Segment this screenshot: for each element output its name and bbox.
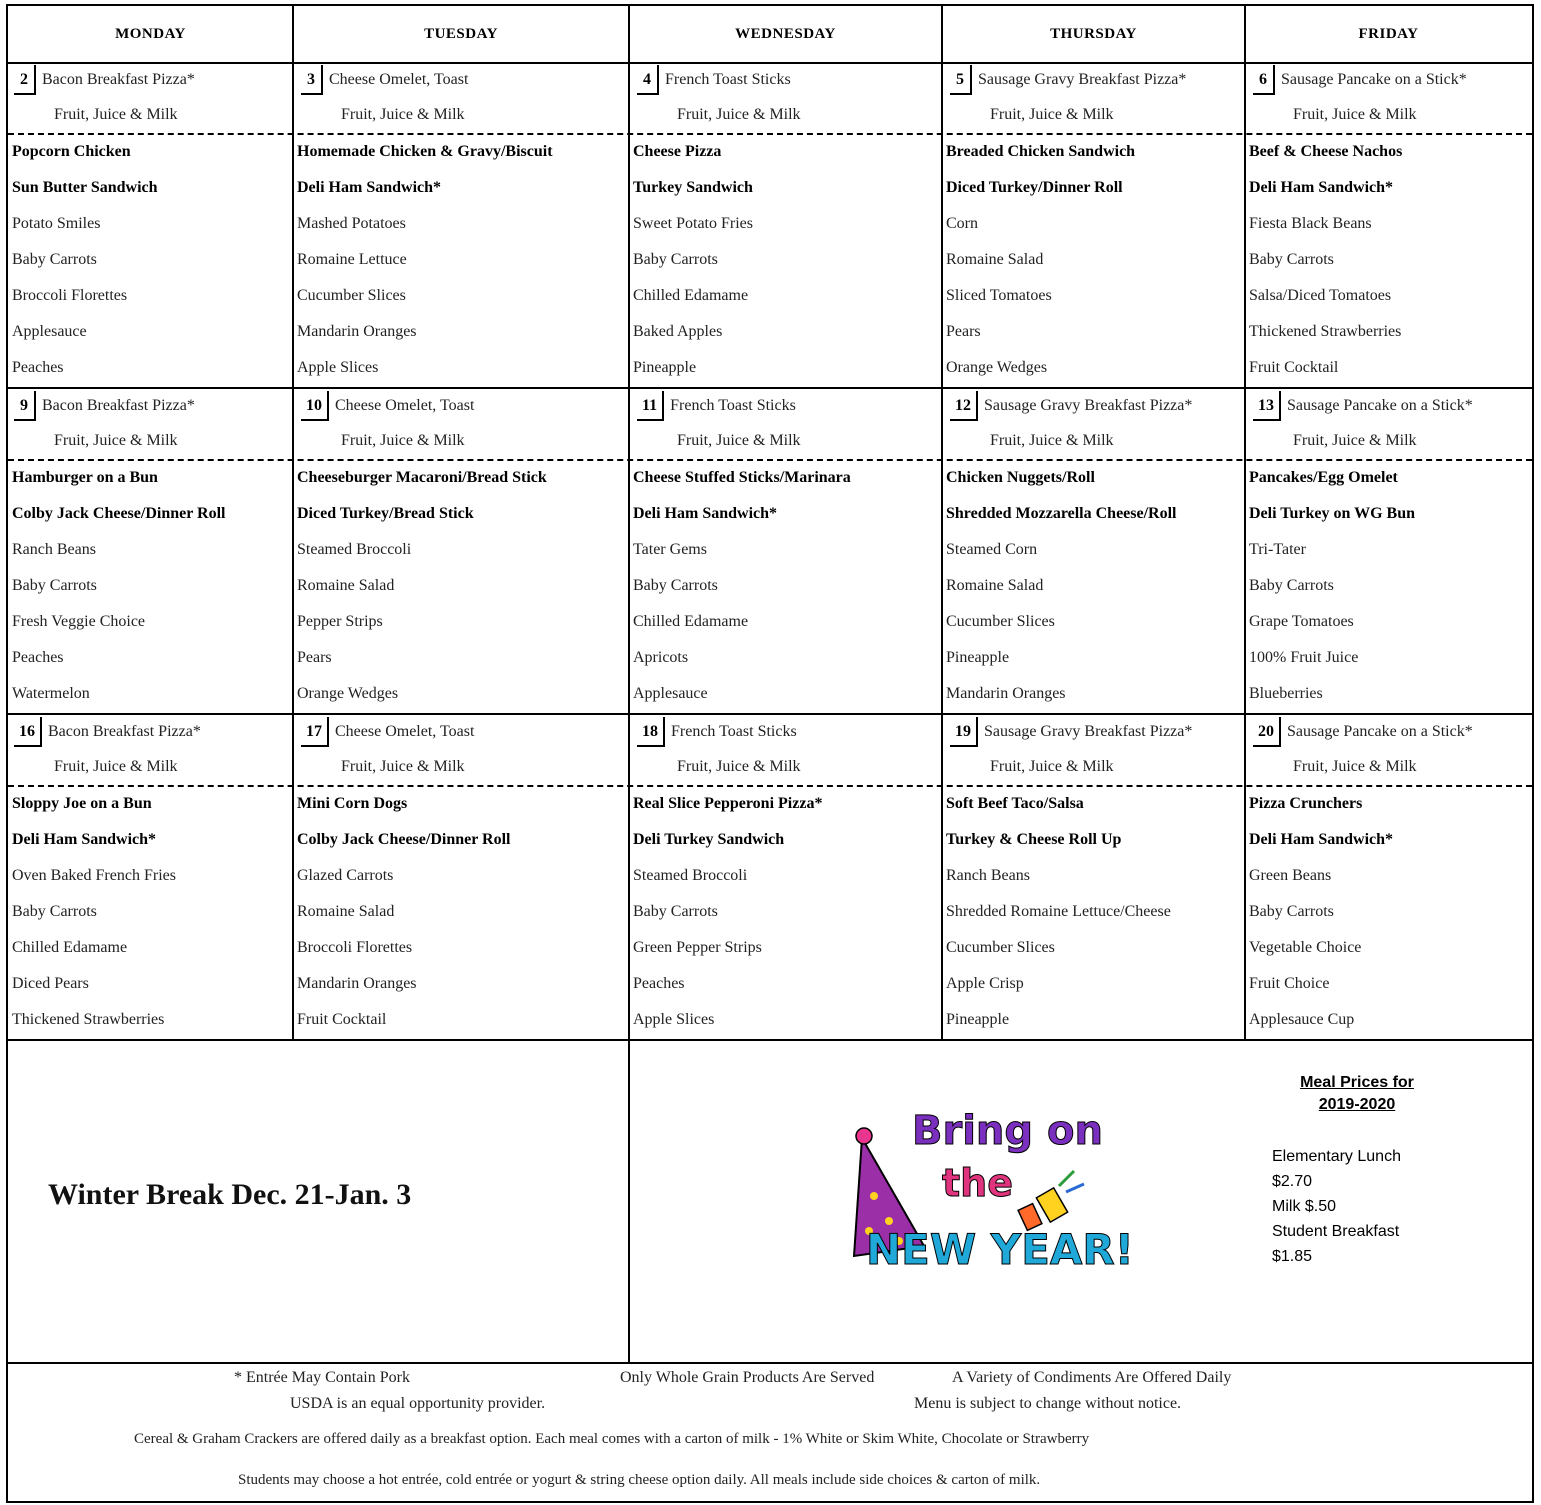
price-item: Elementary Lunch (1272, 1148, 1401, 1165)
lunch-side: Blueberries (1249, 685, 1323, 702)
week-divider (8, 1039, 1532, 1041)
lunch-side: Baby Carrots (12, 903, 97, 920)
day-number: 10 (301, 391, 329, 421)
lunch-side: Steamed Broccoli (297, 541, 412, 558)
lunch-side: Baby Carrots (1249, 251, 1334, 268)
meal-prices (1272, 1072, 1522, 1269)
price-item: $2.70 (1272, 1173, 1313, 1190)
lunch-side: Diced Pears (12, 975, 89, 992)
lunch-side: Sweet Potato Fries (633, 215, 753, 232)
price-list (1272, 1144, 1522, 1269)
lunch-entree: Real Slice Pepperoni Pizza* (633, 795, 823, 812)
winter-break-notice: Winter Break Dec. 21-Jan. 3 (48, 1178, 412, 1211)
lunch-side: Cucumber Slices (946, 939, 1055, 956)
menu-page (6, 4, 1534, 1503)
breakfast-item: Sausage Pancake on a Stick* (1281, 71, 1467, 88)
lunch-side: Applesauce (12, 323, 87, 340)
lunch-side: Grape Tomatoes (1249, 613, 1354, 630)
lunch-entree: Cheeseburger Macaroni/Bread Stick (297, 469, 547, 486)
lunch-entree: Sun Butter Sandwich (12, 179, 158, 196)
lunch-side: Baby Carrots (1249, 903, 1334, 920)
footer-choices-note: Students may choose a hot entrée, cold entrée or yogurt & string cheese option daily. All meals include side choices & carton of milk. (238, 1472, 1041, 1488)
price-item: Milk $.50 (1272, 1198, 1337, 1215)
day-number: 3 (301, 65, 323, 95)
lunch-side: Baby Carrots (12, 251, 97, 268)
breakfast-sides: Fruit, Juice & Milk (1293, 432, 1417, 449)
lunch-side: Thickened Strawberries (1249, 323, 1402, 340)
lunch-side: Baby Carrots (633, 251, 718, 268)
lunch-entree: Homemade Chicken & Gravy/Biscuit (297, 143, 553, 160)
lunch-side: Pears (946, 323, 981, 340)
new-year-graphic (844, 1096, 1134, 1296)
breakfast-item: Bacon Breakfast Pizza* (48, 723, 201, 740)
lunch-entree: Deli Ham Sandwich* (633, 505, 778, 522)
breakfast-row (1245, 388, 1532, 424)
lunch-entree: Turkey & Cheese Roll Up (946, 831, 1122, 848)
breakfast-row (293, 388, 629, 424)
lunch-side: Baby Carrots (12, 577, 97, 594)
header-tuesday: TUESDAY (293, 6, 629, 64)
breakfast-row (8, 388, 293, 424)
breakfast-sides: Fruit, Juice & Milk (341, 432, 465, 449)
lunch-side: Watermelon (12, 685, 90, 702)
breakfast-item: Bacon Breakfast Pizza* (42, 397, 195, 414)
lunch-side: Fiesta Black Beans (1249, 215, 1372, 232)
breakfast-sides: Fruit, Juice & Milk (54, 758, 178, 775)
lunch-entree: Colby Jack Cheese/Dinner Roll (297, 831, 511, 848)
lunch-side: Romaine Salad (946, 577, 1044, 594)
breakfast-sides: Fruit, Juice & Milk (1293, 106, 1417, 123)
lunch-side: Pepper Strips (297, 613, 383, 630)
lunch-side: Orange Wedges (297, 685, 399, 702)
lunch-entree: Shredded Mozzarella Cheese/Roll (946, 505, 1177, 522)
footer-divider (8, 1362, 1532, 1364)
day-cell (293, 62, 629, 388)
breakfast-item: Sausage Pancake on a Stick* (1287, 397, 1473, 414)
breakfast-row (629, 388, 942, 424)
day-cell (942, 62, 1245, 388)
breakfast-sides: Fruit, Juice & Milk (1293, 758, 1417, 775)
lunch-entree: Chicken Nuggets/Roll (946, 469, 1095, 486)
lunch-side: Chilled Edamame (12, 939, 128, 956)
breakfast-item: Sausage Pancake on a Stick* (1287, 723, 1473, 740)
breakfast-row (293, 714, 629, 750)
lunch-side: Cucumber Slices (946, 613, 1055, 630)
breakfast-lunch-divider (8, 459, 1532, 461)
breakfast-item: French Toast Sticks (671, 723, 797, 740)
lunch-side: Glazed Carrots (297, 867, 394, 884)
day-cell (629, 388, 942, 714)
lunch-side: Pears (297, 649, 332, 666)
lunch-side: Fruit Cocktail (1249, 359, 1339, 376)
lunch-side: Peaches (12, 359, 64, 376)
lunch-side: Baked Apples (633, 323, 723, 340)
breakfast-sides: Fruit, Juice & Milk (54, 106, 178, 123)
breakfast-sides: Fruit, Juice & Milk (677, 106, 801, 123)
lunch-side: Baby Carrots (633, 903, 718, 920)
lunch-side: Green Beans (1249, 867, 1332, 884)
breakfast-row (629, 62, 942, 98)
lunch-side: Chilled Edamame (633, 613, 749, 630)
lunch-entree: Beef & Cheese Nachos (1249, 143, 1403, 160)
breakfast-row (8, 62, 293, 98)
day-number: 5 (950, 65, 972, 95)
lunch-side: Baby Carrots (1249, 577, 1334, 594)
lunch-entree: Deli Ham Sandwich* (1249, 179, 1394, 196)
lunch-side: Mandarin Oranges (297, 323, 417, 340)
lunch-side: Baby Carrots (633, 577, 718, 594)
breakfast-item: Sausage Gravy Breakfast Pizza* (984, 723, 1193, 740)
lunch-side: Orange Wedges (946, 359, 1048, 376)
day-cell (8, 388, 293, 714)
lunch-side: Romaine Lettuce (297, 251, 407, 268)
lunch-side: Apple Slices (633, 1011, 715, 1028)
lunch-side: Ranch Beans (12, 541, 96, 558)
breakfast-row (1245, 62, 1532, 98)
breakfast-row (8, 714, 293, 750)
breakfast-lunch-divider (8, 133, 1532, 135)
lunch-side: Broccoli Florettes (12, 287, 128, 304)
breakfast-row (942, 62, 1245, 98)
lunch-side: Salsa/Diced Tomatoes (1249, 287, 1392, 304)
breakfast-item: Sausage Gravy Breakfast Pizza* (978, 71, 1187, 88)
lunch-side: Mandarin Oranges (946, 685, 1066, 702)
lunch-side: Mandarin Oranges (297, 975, 417, 992)
lunch-side: Pineapple (946, 649, 1010, 666)
day-number: 2 (14, 65, 36, 95)
footer-whole-grain-note: Only Whole Grain Products Are Served (620, 1369, 875, 1386)
day-cell (293, 388, 629, 714)
day-cell (8, 714, 293, 1040)
breakfast-item: French Toast Sticks (665, 71, 791, 88)
day-number: 18 (637, 717, 665, 747)
day-number: 16 (14, 717, 42, 747)
lunch-side: Mashed Potatoes (297, 215, 406, 232)
day-cell (8, 62, 293, 388)
lunch-entree: Turkey Sandwich (633, 179, 753, 196)
column-divider (1244, 6, 1246, 1040)
lunch-side: Apricots (633, 649, 689, 666)
lunch-entree: Deli Turkey on WG Bun (1249, 505, 1415, 522)
breakfast-item: Sausage Gravy Breakfast Pizza* (984, 397, 1193, 414)
day-cell (1245, 62, 1532, 388)
breakfast-row (293, 62, 629, 98)
header-thursday: THURSDAY (942, 6, 1245, 64)
new-year-line1: Bring on (912, 1108, 1103, 1154)
breakfast-sides: Fruit, Juice & Milk (990, 106, 1114, 123)
lunch-side: Romaine Salad (946, 251, 1044, 268)
header-wednesday: WEDNESDAY (629, 6, 942, 64)
lunch-side: Steamed Corn (946, 541, 1038, 558)
breakfast-row (942, 388, 1245, 424)
lunch-side: Romaine Salad (297, 903, 395, 920)
prices-title-line2: 2019-2020 (1318, 1096, 1396, 1113)
day-cell (942, 714, 1245, 1040)
day-number: 6 (1253, 65, 1275, 95)
breakfast-sides: Fruit, Juice & Milk (677, 758, 801, 775)
lunch-entree: Deli Ham Sandwich* (12, 831, 157, 848)
lunch-side: 100% Fruit Juice (1249, 649, 1359, 666)
lunch-side: Tri-Tater (1249, 541, 1306, 558)
footer-change-note: Menu is subject to change without notice. (914, 1395, 1182, 1412)
lunch-entree: Deli Ham Sandwich* (1249, 831, 1394, 848)
lunch-side: Corn (946, 215, 978, 232)
lunch-side: Ranch Beans (946, 867, 1030, 884)
lunch-side: Thickened Strawberries (12, 1011, 165, 1028)
lunch-side: Peaches (633, 975, 685, 992)
lunch-side: Apple Slices (297, 359, 379, 376)
lunch-entree: Hamburger on a Bun (12, 469, 158, 486)
price-item: $1.85 (1272, 1248, 1313, 1265)
day-number: 19 (950, 717, 978, 747)
day-cell (629, 62, 942, 388)
header-friday: FRIDAY (1245, 6, 1532, 64)
day-number: 20 (1253, 717, 1281, 747)
column-divider (292, 6, 294, 1040)
breakfast-item: Bacon Breakfast Pizza* (42, 71, 195, 88)
lunch-side: Applesauce (633, 685, 708, 702)
day-number: 13 (1253, 391, 1281, 421)
breakfast-sides: Fruit, Juice & Milk (990, 432, 1114, 449)
footer-condiments-note: A Variety of Condiments Are Offered Daily (952, 1369, 1232, 1386)
day-cell (629, 714, 942, 1040)
footer-usda-note: USDA is an equal opportunity provider. (290, 1395, 546, 1412)
breakfast-sides: Fruit, Juice & Milk (990, 758, 1114, 775)
breakfast-row (942, 714, 1245, 750)
lunch-side: Chilled Edamame (633, 287, 749, 304)
day-cell (1245, 714, 1532, 1040)
lunch-side: Shredded Romaine Lettuce/Cheese (946, 903, 1171, 920)
header-monday: MONDAY (8, 6, 293, 64)
breakfast-sides: Fruit, Juice & Milk (54, 432, 178, 449)
noisemaker-icon (1018, 1171, 1084, 1230)
day-number: 11 (637, 391, 664, 421)
lunch-entree: Cheese Pizza (633, 143, 722, 160)
lunch-side: Green Pepper Strips (633, 939, 762, 956)
lunch-entree: Sloppy Joe on a Bun (12, 795, 152, 812)
lunch-side: Peaches (12, 649, 64, 666)
lunch-side: Fresh Veggie Choice (12, 613, 146, 630)
column-divider (941, 6, 943, 1040)
lunch-side: Tater Gems (633, 541, 707, 558)
lunch-side: Romaine Salad (297, 577, 395, 594)
lunch-side: Steamed Broccoli (633, 867, 748, 884)
day-cell (942, 388, 1245, 714)
lunch-entree: Breaded Chicken Sandwich (946, 143, 1136, 160)
lunch-side: Applesauce Cup (1249, 1011, 1355, 1028)
lunch-entree: Cheese Stuffed Sticks/Marinara (633, 469, 851, 486)
lunch-side: Pineapple (946, 1011, 1010, 1028)
lunch-entree: Colby Jack Cheese/Dinner Roll (12, 505, 226, 522)
lunch-side: Sliced Tomatoes (946, 287, 1052, 304)
new-year-line3: NEW YEAR! (866, 1225, 1134, 1274)
lunch-side: Pineapple (633, 359, 697, 376)
breakfast-row (629, 714, 942, 750)
day-number: 9 (14, 391, 36, 421)
lunch-entree: Pancakes/Egg Omelet (1249, 469, 1398, 486)
day-cell (293, 714, 629, 1040)
lunch-entree: Popcorn Chicken (12, 143, 131, 160)
prices-title-line1: Meal Prices for (1300, 1074, 1414, 1091)
bottom-section-divider (628, 1040, 630, 1363)
breakfast-lunch-divider (8, 785, 1532, 787)
lunch-side: Oven Baked French Fries (12, 867, 176, 884)
day-number: 17 (301, 717, 329, 747)
footer-pork-note: * Entrée May Contain Pork (234, 1369, 410, 1386)
breakfast-sides: Fruit, Juice & Milk (341, 106, 465, 123)
lunch-entree: Deli Turkey Sandwich (633, 831, 785, 848)
breakfast-item: Cheese Omelet, Toast (329, 71, 469, 88)
price-item: Student Breakfast (1272, 1223, 1400, 1240)
column-divider (628, 6, 630, 1040)
breakfast-row (1245, 714, 1532, 750)
breakfast-item: Cheese Omelet, Toast (335, 723, 475, 740)
lunch-side: Vegetable Choice (1249, 939, 1362, 956)
lunch-side: Fruit Cocktail (297, 1011, 387, 1028)
day-number: 4 (637, 65, 659, 95)
day-cell (1245, 388, 1532, 714)
lunch-side: Fruit Choice (1249, 975, 1330, 992)
new-year-line2: the (942, 1161, 1013, 1205)
breakfast-sides: Fruit, Juice & Milk (341, 758, 465, 775)
lunch-side: Apple Crisp (946, 975, 1024, 992)
breakfast-item: French Toast Sticks (670, 397, 796, 414)
lunch-entree: Soft Beef Taco/Salsa (946, 795, 1084, 812)
lunch-entree: Deli Ham Sandwich* (297, 179, 442, 196)
breakfast-sides: Fruit, Juice & Milk (677, 432, 801, 449)
lunch-side: Potato Smiles (12, 215, 101, 232)
lunch-entree: Pizza Crunchers (1249, 795, 1363, 812)
lunch-entree: Mini Corn Dogs (297, 795, 408, 812)
breakfast-item: Cheese Omelet, Toast (335, 397, 475, 414)
lunch-side: Broccoli Florettes (297, 939, 413, 956)
day-number: 12 (950, 391, 978, 421)
lunch-entree: Diced Turkey/Dinner Roll (946, 179, 1123, 196)
lunch-side: Cucumber Slices (297, 287, 406, 304)
lunch-entree: Diced Turkey/Bread Stick (297, 505, 474, 522)
footer-cereal-note: Cereal & Graham Crackers are offered daily as a breakfast option. Each meal comes with a carton of milk - 1% White or Skim White, Chocolate or Strawberry (134, 1431, 1090, 1447)
